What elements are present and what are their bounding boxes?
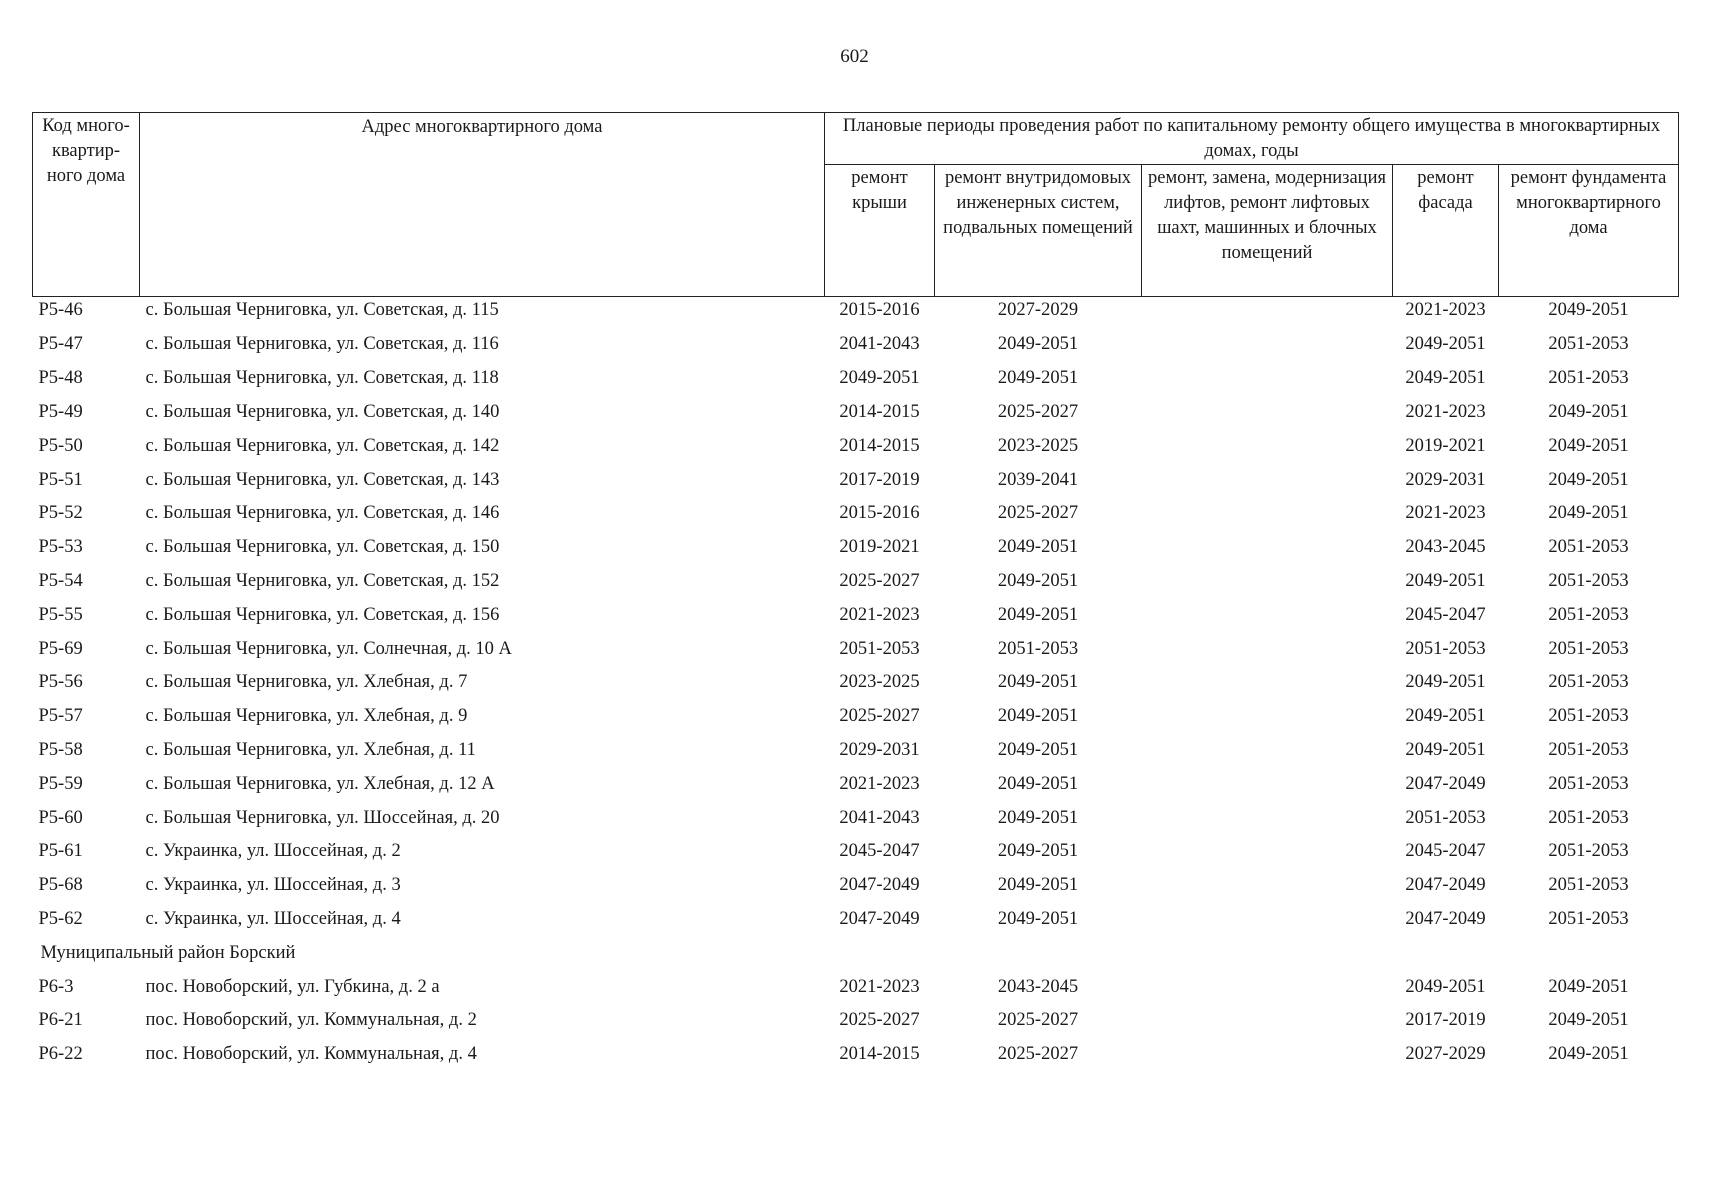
header-facade: ремонт фасада <box>1393 165 1499 297</box>
header-address: Адрес многоквартирного дома <box>140 113 825 297</box>
cell-foundation: 2049-2051 <box>1548 976 1629 997</box>
cell-roof: 2023-2025 <box>839 672 920 693</box>
cell-elevators <box>1142 1038 1393 1072</box>
cell-foundation: 2051-2053 <box>1548 334 1629 355</box>
cell-facade: 2049-2051 <box>1405 672 1486 693</box>
cell-code: Р5-47 <box>38 334 83 355</box>
cell-elevators <box>1142 565 1393 599</box>
section-row <box>33 936 1679 970</box>
cell-code: Р6-21 <box>38 1010 83 1031</box>
cell-engineering: 2049-2051 <box>997 672 1079 693</box>
cell-address: с. Большая Черниговка, ул. Советская, д. 116 <box>145 334 499 355</box>
cell-foundation: 2051-2053 <box>1548 537 1629 558</box>
cell-roof: 2025-2027 <box>839 1010 920 1031</box>
cell-engineering: 2049-2051 <box>997 739 1079 760</box>
cell-engineering: 2049-2051 <box>997 773 1079 794</box>
cell-address: с. Большая Черниговка, ул. Советская, д. 150 <box>145 537 500 558</box>
cell-foundation: 2051-2053 <box>1548 604 1629 625</box>
cell-code: Р5-48 <box>38 368 83 389</box>
cell-engineering: 2039-2041 <box>997 469 1079 490</box>
table-row <box>33 801 1679 835</box>
cell-roof: 2025-2027 <box>839 706 920 727</box>
cell-roof: 2051-2053 <box>839 638 920 659</box>
cell-address: пос. Новоборский, ул. Коммунальная, д. 4 <box>145 1044 477 1065</box>
cell-roof: 2047-2049 <box>839 908 920 929</box>
header-roof: ремонт крыши <box>825 165 935 297</box>
cell-engineering: 2049-2051 <box>997 706 1079 727</box>
cell-facade: 2049-2051 <box>1405 976 1486 997</box>
cell-code: Р5-69 <box>38 638 83 659</box>
cell-engineering: 2049-2051 <box>997 807 1079 828</box>
table-row <box>33 463 1679 497</box>
cell-address: с. Украинка, ул. Шоссейная, д. 3 <box>145 875 401 896</box>
cell-engineering: 2025-2027 <box>997 1010 1079 1031</box>
header-engineering: ремонт внутридомовых инженерных систем, подвальных помещений <box>935 165 1142 297</box>
cell-facade: 2049-2051 <box>1405 368 1486 389</box>
cell-elevators <box>1142 734 1393 768</box>
cell-code: Р5-62 <box>38 908 83 929</box>
table-row <box>33 970 1679 1004</box>
cell-elevators <box>1142 396 1393 430</box>
cell-address: с. Украинка, ул. Шоссейная, д. 4 <box>145 908 401 929</box>
table-row <box>33 328 1679 362</box>
cell-code: Р5-49 <box>38 401 83 422</box>
cell-foundation: 2049-2051 <box>1548 1044 1629 1065</box>
cell-foundation: 2051-2053 <box>1548 908 1629 929</box>
cell-elevators <box>1142 903 1393 937</box>
cell-roof: 2025-2027 <box>839 570 920 591</box>
cell-elevators <box>1142 328 1393 362</box>
table-row <box>33 565 1679 599</box>
cell-code: Р5-56 <box>38 672 83 693</box>
cell-roof: 2049-2051 <box>839 368 920 389</box>
cell-code: Р5-51 <box>38 469 83 490</box>
cell-code: Р5-58 <box>38 739 83 760</box>
cell-code: Р5-61 <box>38 841 83 862</box>
cell-elevators <box>1142 297 1393 329</box>
cell-roof: 2029-2031 <box>839 739 920 760</box>
table-row <box>33 531 1679 565</box>
cell-foundation: 2051-2053 <box>1548 875 1629 896</box>
cell-engineering: 2043-2045 <box>997 976 1079 997</box>
cell-elevators <box>1142 970 1393 1004</box>
cell-address: с. Большая Черниговка, ул. Советская, д. 118 <box>145 368 499 389</box>
cell-roof: 2021-2023 <box>839 976 920 997</box>
section-title: Муниципальный район Борский <box>40 942 296 963</box>
table-row <box>33 632 1679 666</box>
table-body <box>33 297 1679 1072</box>
cell-address: с. Большая Черниговка, ул. Хлебная, д. 9 <box>145 706 468 727</box>
cell-address: с. Большая Черниговка, ул. Советская, д. 143 <box>145 469 500 490</box>
cell-facade: 2029-2031 <box>1405 469 1486 490</box>
cell-elevators <box>1142 531 1393 565</box>
cell-foundation: 2049-2051 <box>1548 300 1629 320</box>
cell-roof: 2014-2015 <box>839 435 920 456</box>
cell-elevators <box>1142 767 1393 801</box>
cell-engineering: 2049-2051 <box>997 537 1079 558</box>
cell-elevators <box>1142 1004 1393 1038</box>
cell-code: Р6-22 <box>38 1044 83 1065</box>
cell-roof: 2021-2023 <box>839 773 920 794</box>
header-foundation: ремонт фундамента многоквартирного дома <box>1499 165 1679 297</box>
table-row <box>33 598 1679 632</box>
table-row <box>33 869 1679 903</box>
cell-engineering: 2025-2027 <box>997 401 1079 422</box>
cell-engineering: 2049-2051 <box>997 875 1079 896</box>
cell-engineering: 2049-2051 <box>997 368 1079 389</box>
cell-foundation: 2051-2053 <box>1548 739 1629 760</box>
cell-code: Р6-3 <box>38 976 74 997</box>
cell-engineering: 2027-2029 <box>997 300 1079 320</box>
cell-engineering: 2025-2027 <box>997 503 1079 524</box>
table-row <box>33 429 1679 463</box>
cell-elevators <box>1142 632 1393 666</box>
cell-elevators <box>1142 869 1393 903</box>
table-row <box>33 362 1679 396</box>
cell-foundation: 2051-2053 <box>1548 841 1629 862</box>
cell-foundation: 2049-2051 <box>1548 435 1629 456</box>
cell-foundation: 2049-2051 <box>1548 401 1629 422</box>
cell-foundation: 2051-2053 <box>1548 672 1629 693</box>
cell-foundation: 2051-2053 <box>1548 706 1629 727</box>
cell-roof: 2014-2015 <box>839 401 920 422</box>
cell-code: Р5-50 <box>38 435 83 456</box>
cell-elevators <box>1142 497 1393 531</box>
cell-address: с. Большая Черниговка, ул. Хлебная, д. 7 <box>145 672 468 693</box>
cell-address: с. Большая Черниговка, ул. Советская, д. 142 <box>145 435 500 456</box>
cell-roof: 2015-2016 <box>839 300 920 320</box>
cell-facade: 2021-2023 <box>1405 300 1486 320</box>
table-header <box>33 113 1679 297</box>
cell-address: с. Большая Черниговка, ул. Шоссейная, д. 20 <box>145 807 500 828</box>
header-planned-periods: Плановые периоды проведения работ по капитальному ремонту общего имущества в многоквартирных домах, годы <box>825 113 1679 165</box>
cell-facade: 2021-2023 <box>1405 401 1486 422</box>
page-number: 602 <box>840 46 869 67</box>
cell-foundation: 2051-2053 <box>1548 570 1629 591</box>
table-row <box>33 1004 1679 1038</box>
table-row <box>33 734 1679 768</box>
cell-engineering: 2049-2051 <box>997 604 1079 625</box>
cell-foundation: 2049-2051 <box>1548 1010 1629 1031</box>
cell-address: пос. Новоборский, ул. Коммунальная, д. 2 <box>145 1010 477 1031</box>
cell-facade: 2045-2047 <box>1405 841 1486 862</box>
cell-roof: 2014-2015 <box>839 1044 920 1065</box>
cell-elevators <box>1142 362 1393 396</box>
cell-address: с. Большая Черниговка, ул. Советская, д. 115 <box>145 300 499 320</box>
cell-roof: 2019-2021 <box>839 537 920 558</box>
cell-engineering: 2049-2051 <box>997 570 1079 591</box>
table-row <box>33 835 1679 869</box>
table-row <box>33 396 1679 430</box>
cell-code: Р5-46 <box>38 300 83 320</box>
cell-facade: 2019-2021 <box>1405 435 1486 456</box>
header-code: Код много-квартир-ного дома <box>33 113 140 297</box>
cell-engineering: 2049-2051 <box>997 334 1079 355</box>
cell-roof: 2015-2016 <box>839 503 920 524</box>
cell-facade: 2051-2053 <box>1405 638 1486 659</box>
cell-engineering: 2025-2027 <box>997 1044 1079 1065</box>
cell-foundation: 2049-2051 <box>1548 469 1629 490</box>
cell-facade: 2049-2051 <box>1405 706 1486 727</box>
cell-foundation: 2051-2053 <box>1548 807 1629 828</box>
cell-foundation: 2049-2051 <box>1548 503 1629 524</box>
cell-address: с. Большая Черниговка, ул. Хлебная, д. 12 А <box>145 773 495 794</box>
cell-address: с. Большая Черниговка, ул. Советская, д. 146 <box>145 503 500 524</box>
cell-facade: 2049-2051 <box>1405 739 1486 760</box>
cell-facade: 2027-2029 <box>1405 1044 1486 1065</box>
cell-elevators <box>1142 700 1393 734</box>
cell-address: с. Большая Черниговка, ул. Советская, д. 152 <box>145 570 500 591</box>
cell-code: Р5-59 <box>38 773 83 794</box>
cell-engineering: 2023-2025 <box>997 435 1079 456</box>
table-row <box>33 903 1679 937</box>
cell-roof: 2017-2019 <box>839 469 920 490</box>
cell-elevators <box>1142 801 1393 835</box>
cell-facade: 2047-2049 <box>1405 773 1486 794</box>
cell-facade: 2049-2051 <box>1405 570 1486 591</box>
cell-engineering: 2051-2053 <box>997 638 1079 659</box>
cell-roof: 2047-2049 <box>839 875 920 896</box>
cell-engineering: 2049-2051 <box>997 908 1079 929</box>
cell-elevators <box>1142 835 1393 869</box>
cell-roof: 2045-2047 <box>839 841 920 862</box>
cell-code: Р5-54 <box>38 570 83 591</box>
cell-address: с. Большая Черниговка, ул. Солнечная, д. 10 А <box>145 638 512 659</box>
cell-facade: 2021-2023 <box>1405 503 1486 524</box>
cell-code: Р5-60 <box>38 807 83 828</box>
cell-code: Р5-52 <box>38 503 83 524</box>
header-elevators: ремонт, замена, модернизация лифтов, ремонт лифтовых шахт, машинных и блочных помещений <box>1142 165 1393 297</box>
capital-repair-schedule-table <box>32 112 1679 1072</box>
cell-elevators <box>1142 463 1393 497</box>
cell-roof: 2021-2023 <box>839 604 920 625</box>
cell-facade: 2045-2047 <box>1405 604 1486 625</box>
cell-facade: 2051-2053 <box>1405 807 1486 828</box>
cell-code: Р5-68 <box>38 875 83 896</box>
cell-foundation: 2051-2053 <box>1548 638 1629 659</box>
cell-code: Р5-57 <box>38 706 83 727</box>
cell-facade: 2047-2049 <box>1405 908 1486 929</box>
cell-elevators <box>1142 429 1393 463</box>
cell-address: с. Украинка, ул. Шоссейная, д. 2 <box>145 841 401 862</box>
cell-roof: 2041-2043 <box>839 807 920 828</box>
cell-address: с. Большая Черниговка, ул. Советская, д. 140 <box>145 401 500 422</box>
table-row <box>33 666 1679 700</box>
cell-foundation: 2051-2053 <box>1548 368 1629 389</box>
cell-address: с. Большая Черниговка, ул. Советская, д. 156 <box>145 604 500 625</box>
cell-address: с. Большая Черниговка, ул. Хлебная, д. 11 <box>145 739 476 760</box>
cell-address: пос. Новоборский, ул. Губкина, д. 2 а <box>145 976 440 997</box>
cell-roof: 2041-2043 <box>839 334 920 355</box>
cell-code: Р5-55 <box>38 604 83 625</box>
cell-facade: 2047-2049 <box>1405 875 1486 896</box>
cell-facade: 2017-2019 <box>1405 1010 1486 1031</box>
table-row <box>33 297 1679 329</box>
cell-elevators <box>1142 598 1393 632</box>
table-row <box>33 1038 1679 1072</box>
cell-facade: 2043-2045 <box>1405 537 1486 558</box>
table-row <box>33 767 1679 801</box>
table-row <box>33 497 1679 531</box>
cell-code: Р5-53 <box>38 537 83 558</box>
cell-facade: 2049-2051 <box>1405 334 1486 355</box>
cell-engineering: 2049-2051 <box>997 841 1079 862</box>
cell-foundation: 2051-2053 <box>1548 773 1629 794</box>
cell-elevators <box>1142 666 1393 700</box>
table-row <box>33 700 1679 734</box>
